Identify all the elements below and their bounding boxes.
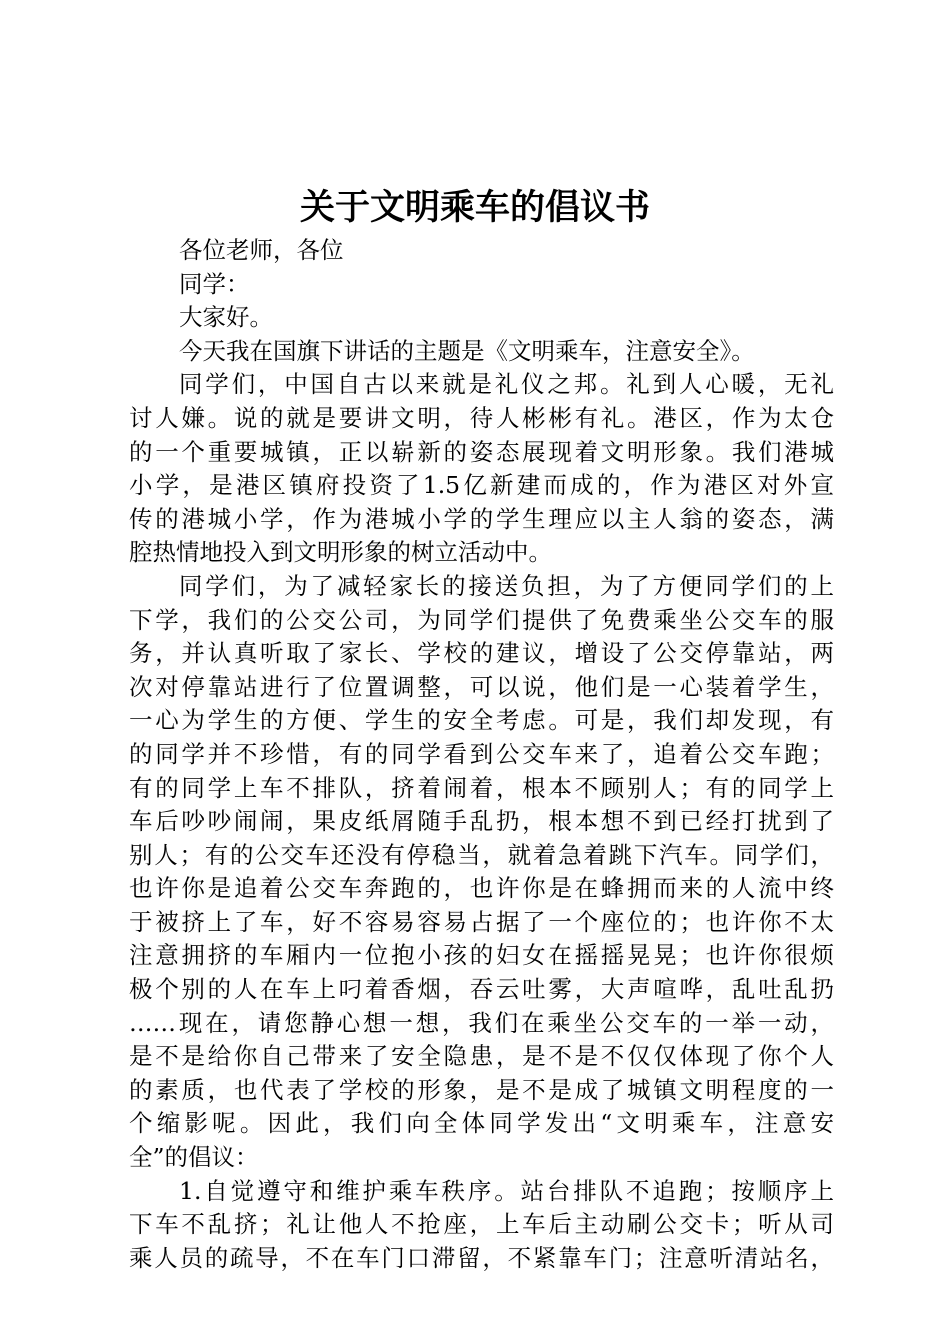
text-line: 是不是给你自己带来了安全隐患，是不是不仅仅体现了你个人 bbox=[129, 1042, 834, 1071]
text-line: 别人；有的公交车还没有停稳当，就着急着跳下汽车。同学们， bbox=[129, 840, 834, 869]
salutation-line: 各位老师，各位 bbox=[179, 236, 344, 264]
text-line: 的一个重要城镇，正以崭新的姿态展现着文明形象。我们港城 bbox=[129, 437, 834, 466]
text-line: 务，并认真听取了家长、学校的建议，增设了公交停靠站，两 bbox=[129, 639, 834, 668]
text-line: 极个别的人在车上叼着香烟，吞云吐雾，大声喧哗，乱吐乱扔 bbox=[129, 975, 834, 1004]
greeting-line: 大家好。 bbox=[179, 303, 273, 332]
text-line: 的同学并不珍惜，有的同学看到公交车来了，追着公交车跑； bbox=[129, 739, 834, 768]
text-line: 同学们，中国自古以来就是礼仪之邦。礼到人心暖，无礼 bbox=[179, 370, 834, 399]
text-line: 于被挤上了车，好不容易容易占据了一个座位的；也许你不太 bbox=[129, 907, 834, 936]
text-line: 次对停靠站进行了位置调整，可以说，他们是一心装着学生， bbox=[129, 672, 834, 701]
text-line: 有的同学上车不排队，挤着闹着，根本不顾别人；有的同学上 bbox=[129, 773, 834, 802]
text-line: 传的港城小学，作为港城小学的学生理应以主人翁的姿态，满 bbox=[129, 504, 834, 533]
text-line: 全”的倡议： bbox=[129, 1143, 259, 1172]
text-line: 车后吵吵闹闹，果皮纸屑随手乱扔，根本想不到已经打扰到了 bbox=[129, 807, 834, 836]
text-line: 1.自觉遵守和维护乘车秩序。站台排队不追跑；按顺序上 bbox=[179, 1176, 834, 1205]
text-line: 下车不乱挤；礼让他人不抢座，上车后主动刷公交卡；听从司 bbox=[129, 1210, 834, 1239]
text-line: 的素质，也代表了学校的形象，是不是成了城镇文明程度的一 bbox=[129, 1075, 834, 1104]
text-line: 今天我在国旗下讲话的主题是《文明乘车，注意安全》。 bbox=[179, 336, 755, 365]
text-line: 小学，是港区镇府投资了1.5亿新建而成的，作为港区对外宣 bbox=[129, 471, 834, 500]
text-line: 乘人员的疏导，不在车门口滞留，不紧靠车门；注意听清站名， bbox=[129, 1243, 834, 1272]
text-line: 个缩影呢。因此，我们向全体同学发出“文明乘车，注意安 bbox=[129, 1109, 834, 1138]
document-body bbox=[129, 234, 834, 1275]
text-line: 也许你是追着公交车奔跑的，也许你是在蜂拥而来的人流中终 bbox=[129, 874, 834, 903]
text-line: 同学们，为了减轻家长的接送负担，为了方便同学们的上 bbox=[179, 571, 834, 600]
text-line: 下学，我们的公交公司，为同学们提供了免费乘坐公交车的服 bbox=[129, 605, 834, 634]
document-title: 关于文明乘车的倡议书 bbox=[299, 188, 650, 228]
text-line: 注意拥挤的车厢内一位抱小孩的妇女在摇摇晃晃；也许你很烦 bbox=[129, 941, 834, 970]
text-line: ……现在，请您静心想一想，我们在乘坐公交车的一举一动， bbox=[129, 1008, 834, 1037]
text-line: 讨人嫌。说的就是要讲文明，待人彬彬有礼。港区，作为太仓 bbox=[129, 403, 834, 432]
salutation-line: 同学： bbox=[179, 269, 250, 298]
text-line: 一心为学生的方便、学生的安全考虑。可是，我们却发现，有 bbox=[129, 706, 834, 735]
text-line: 腔热情地投入到文明形象的树立活动中。 bbox=[129, 538, 552, 567]
